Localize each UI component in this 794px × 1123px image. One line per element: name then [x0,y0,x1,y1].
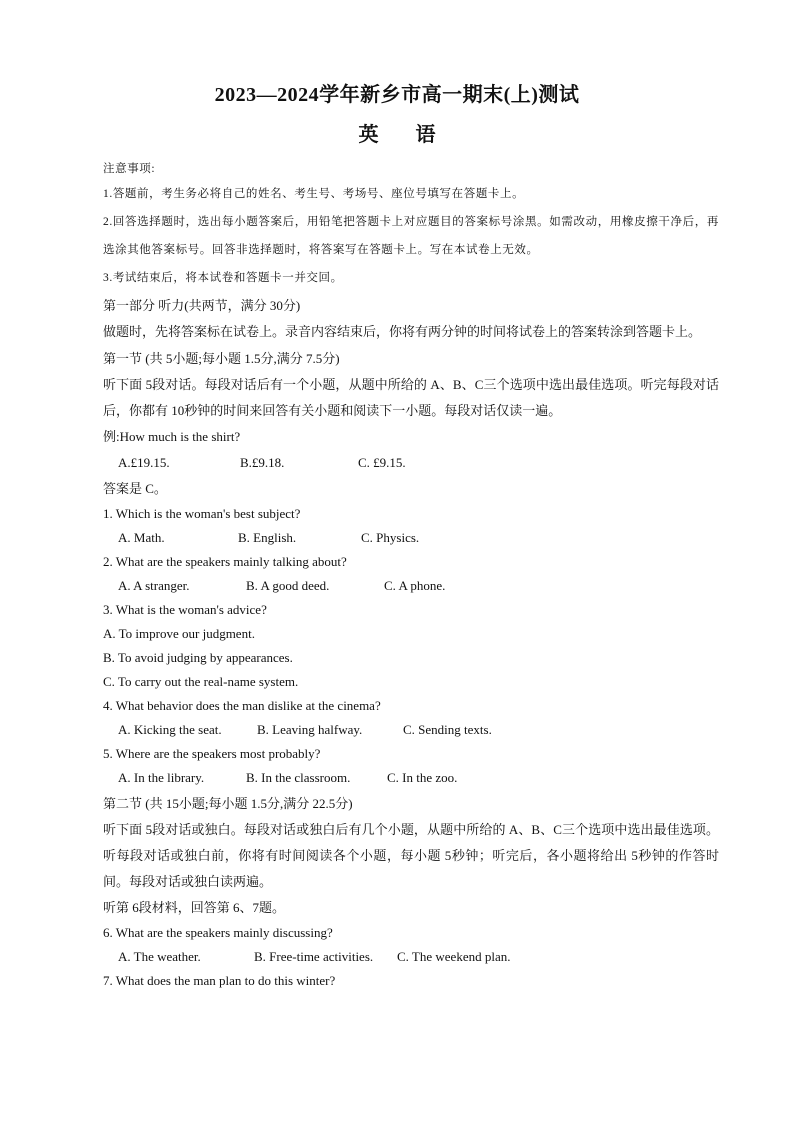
section1-instruction: 听下面 5段对话。每段对话后有一个小题，从题中所给的 A、B、C三个选项中选出最佳选项。听完每段对话后，你都有 10秒钟的时间来回答有关小题和阅读下一小题。每段对话仅读一遍。 [103,377,719,418]
example-option-c: C. £9.15. [358,455,406,470]
question-3: 3. What is the woman's advice? [103,602,267,617]
question-2-options [103,574,719,598]
option-c: C. The weekend plan. [397,949,511,964]
question-2: 2. What are the speakers mainly talking about? [103,554,347,569]
part1-heading: 第一部分 听力(共两节，满分 30分) [103,298,301,313]
option-c: C. Sending texts. [403,722,492,737]
question-1: 1. Which is the woman's best subject? [103,506,301,521]
example-options [103,450,719,476]
question-5-options [103,766,719,790]
option-b: B. In the classroom. [246,770,351,785]
part1-instruction: 做题时，先将答案标在试卷上。录音内容结束后，你将有两分钟的时间将试卷上的答案转涂到答题卡上。 [103,324,702,339]
notice-item-1: 1.答题前，考生务必将自己的姓名、考生号、考场号、座位号填写在答题卡上。 [103,188,525,200]
exam-body [103,158,719,993]
option-a: A. Math. [118,530,165,545]
option-b: B. English. [238,530,297,545]
notice-heading: 注意事项: [103,163,156,175]
question-5: 5. Where are the speakers most probably? [103,746,321,761]
question-6-options [103,945,719,969]
material-6-label: 听第 6段材料，回答第 6、7题。 [103,900,286,915]
option-c: C. A phone. [384,578,446,593]
example-question: 例:How much is the shirt? [103,429,241,444]
option-a: A. A stranger. [118,578,190,593]
option-c: C. In the zoo. [387,770,458,785]
question-3-option-a: A. To improve our judgment. [103,626,255,641]
notice-item-3: 3.考试结束后，将本试卷和答题卡一并交回。 [103,272,343,284]
option-b: B. A good deed. [246,578,330,593]
option-a: A. In the library. [118,770,205,785]
subject-title: 英 语 [358,124,452,146]
section2-instruction: 听下面 5段对话或独白。每段对话或独白后有几个小题，从题中所给的 A、B、C三个选项中选出最佳选项。听每段对话或独白前，你将有时间阅读各个小题，每小题 5秒钟；听完后，各小题将给出 5秒钟的作答时间。每段对话或独白读两遍。 [103,822,719,889]
question-4-options [103,718,719,742]
option-b: B. Leaving halfway. [257,722,363,737]
question-1-options [103,526,719,550]
exam-title: 2023—2024学年新乡市高一期末(上)测试 [214,84,580,106]
example-answer: 答案是 C。 [103,481,167,496]
notice-item-2: 2.回答选择题时，选出每小题答案后，用铅笔把答题卡上对应题目的答案标号涂黑。如需改动，用橡皮擦干净后，再选涂其他答案标号。回答非选择题时，将答案写在答题卡上。写在本试卷上无效。 [103,216,719,256]
option-c: C. Physics. [361,530,420,545]
example-option-a: A.£19.15. [118,455,170,470]
section1-heading: 第一节 (共 5小题;每小题 1.5分,满分 7.5分) [103,351,340,366]
option-a: A. Kicking the seat. [118,722,222,737]
question-3-option-b: B. To avoid judging by appearances. [103,650,293,665]
question-3-option-c: C. To carry out the real-name system. [103,674,299,689]
section2-heading: 第二节 (共 15小题;每小题 1.5分,满分 22.5分) [103,796,353,811]
question-4: 4. What behavior does the man dislike at the cinema? [103,698,381,713]
option-a: A. The weather. [118,949,201,964]
option-b: B. Free-time activities. [254,949,374,964]
example-option-b: B.£9.18. [240,455,285,470]
question-7: 7. What does the man plan to do this winter? [103,973,336,988]
question-6: 6. What are the speakers mainly discussing? [103,925,333,940]
